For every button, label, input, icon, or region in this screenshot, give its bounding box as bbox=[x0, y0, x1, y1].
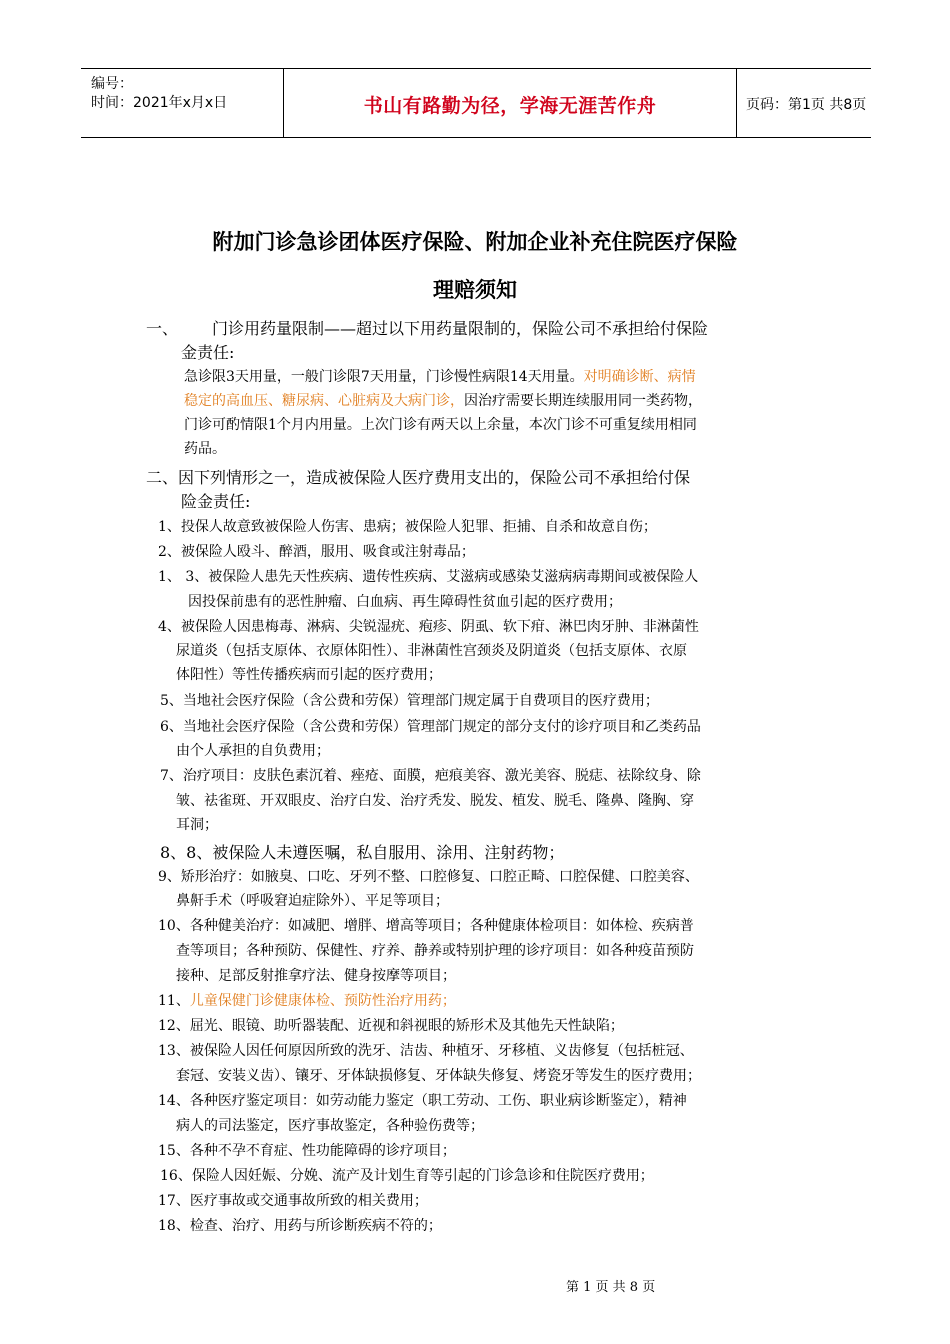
list-item-number: 11、 bbox=[158, 993, 190, 1009]
section1-para-line3: 门诊可酌情限1个月内用量。上次门诊有两天以上余量，本次门诊不可重复续用相同 bbox=[184, 417, 697, 433]
serial-label: 编号： bbox=[91, 76, 133, 92]
list-item: 7、治疗项目：皮肤色素沉着、痤疮、面膜，疤痕美容、激光美容、脱痣、祛除纹身、除 bbox=[160, 768, 701, 784]
list-item: 17、医疗事故或交通事故所致的相关费用； bbox=[158, 1193, 428, 1209]
list-item: 16、保险人因妊娠、分娩、流产及计划生育等引起的门诊急诊和住院医疗费用； bbox=[160, 1168, 654, 1184]
list-item: 12、屈光、眼镜、助听器装配、近视和斜视眼的矫形术及其他先天性缺陷； bbox=[158, 1018, 624, 1034]
section1-heading-line2: 金责任: bbox=[181, 343, 235, 362]
list-item: 1、 3、被保险人患先天性疾病、遗传性疾病、艾滋病或感染艾滋病病毒期间或被保险人 bbox=[158, 569, 699, 585]
list-item-continuation: 尿道炎（包括支原体、衣原体阳性）、非淋菌性宫颈炎及阴道炎（包括支原体、衣原 bbox=[176, 643, 687, 659]
section1-para-line2-text: 因治疗需要长期连续服用同一类药物， bbox=[464, 393, 702, 409]
list-item: 5、当地社会医疗保险（含公费和劳保）管理部门规定属于自费项目的医疗费用； bbox=[160, 693, 659, 709]
list-item: 2、被保险人殴斗、醉酒，服用、吸食或注射毒品； bbox=[158, 544, 475, 560]
section1-para-line4: 药品。 bbox=[184, 441, 226, 457]
document-title-line2: 理赔须知 bbox=[433, 278, 517, 302]
list-item-continuation: 病人的司法鉴定，医疗事故鉴定，各种验伤费等； bbox=[176, 1118, 484, 1134]
section2-heading-line2: 险金责任: bbox=[181, 492, 251, 511]
list-item-continuation: 由个人承担的自负费用； bbox=[176, 743, 330, 759]
motto-text: 书山有路勤为径，学海无涯苦作舟 bbox=[363, 95, 657, 117]
list-item: 8、8、被保险人未遵医嘱，私自服用、涂用、注射药物； bbox=[160, 843, 565, 862]
list-item: 14、各种医疗鉴定项目：如劳动能力鉴定（职工劳动、工伤、职业病诊断鉴定），精神 bbox=[158, 1093, 687, 1109]
page-number-label: 页码：第1页 共8页 bbox=[746, 97, 867, 113]
list-item: 18、检查、治疗、用药与所诊断疾病不符的； bbox=[158, 1218, 442, 1234]
section1-para-line1 bbox=[184, 366, 696, 386]
list-item: 1、投保人故意致被保险人伤害、患病；被保险人犯罪、拒捕、自杀和故意自伤； bbox=[158, 519, 657, 535]
section1-number: 一、 bbox=[146, 319, 179, 338]
list-item-continuation: 体阳性）等性传播疾病而引起的医疗费用； bbox=[176, 667, 442, 683]
section1-para-line2-highlight: 稳定的高血压、糖尿病、心脏病及大病门诊， bbox=[184, 393, 464, 409]
list-item: 10、各种健美治疗：如减肥、增胖、增高等项目；各种健康体检项目：如体检、疾病普 bbox=[158, 918, 694, 934]
section1-para-line1-highlight: 对明确诊断、病情 bbox=[583, 369, 696, 385]
section1-para-line1-text: 急诊限3天用量，一般门诊限7天用量，门诊慢性病限14天用量。 bbox=[184, 369, 584, 385]
header-meta-cell bbox=[81, 69, 283, 137]
list-item: 6、当地社会医疗保险（含公费和劳保）管理部门规定的部分支付的诊疗项目和乙类药品 bbox=[160, 719, 701, 735]
section1-heading-line1: 门诊用药量限制——超过以下用药量限制的，保险公司不承担给付保险 bbox=[212, 319, 709, 338]
section1-para-line2 bbox=[184, 390, 702, 410]
list-item: 9、矫形治疗：如腋臭、口吃、牙列不整、口腔修复、口腔正畸、口腔保健、口腔美容、 bbox=[158, 869, 699, 885]
section2-heading-line1: 二、因下列情形之一，造成被保险人医疗费用支出的，保险公司不承担给付保 bbox=[146, 468, 691, 487]
header-page-cell bbox=[736, 69, 871, 137]
list-item bbox=[158, 990, 456, 1010]
list-item: 4、被保险人因患梅毒、淋病、尖锐湿疣、疱疹、阴虱、软下疳、淋巴肉牙肿、非淋菌性 bbox=[158, 619, 699, 635]
list-item: 13、被保险人因任何原因所致的洗牙、洁齿、种植牙、牙移植、义齿修复（包括桩冠、 bbox=[158, 1043, 694, 1059]
list-item-continuation: 耳洞； bbox=[176, 817, 218, 833]
list-item-continuation: 套冠、安装义齿）、镶牙、牙体缺损修复、牙体缺失修复、烤瓷牙等发生的医疗费用； bbox=[176, 1068, 701, 1084]
list-item-continuation: 因投保前患有的恶性肿瘤、白血病、再生障碍性贫血引起的医疗费用； bbox=[188, 594, 622, 610]
header-motto-cell bbox=[283, 69, 737, 137]
list-item: 15、各种不孕不育症、性功能障碍的诊疗项目； bbox=[158, 1143, 456, 1159]
time-label: 时间：2021年x月x日 bbox=[91, 95, 228, 111]
list-item-continuation: 接种、足部反射推拿疗法、健身按摩等项目； bbox=[176, 968, 456, 984]
list-item-continuation: 查等项目；各种预防、保健性、疗养、静养或特别护理的诊疗项目：如各种疫苗预防 bbox=[176, 943, 694, 959]
list-item-highlight: 儿童保健门诊健康体检、预防性治疗用药； bbox=[189, 993, 456, 1009]
document-title-line1: 附加门诊急诊团体医疗保险、附加企业补充住院医疗保险 bbox=[212, 230, 738, 254]
list-item-continuation: 鼻鼾手术（呼吸窘迫症除外）、平足等项目； bbox=[176, 893, 449, 909]
header-table bbox=[81, 68, 871, 138]
page-footer: 第 1 页 共 8 页 bbox=[566, 1280, 656, 1295]
list-item-continuation: 皱、祛雀斑、开双眼皮、治疗白发、治疗秃发、脱发、植发、脱毛、隆鼻、隆胸、穿 bbox=[176, 793, 694, 809]
